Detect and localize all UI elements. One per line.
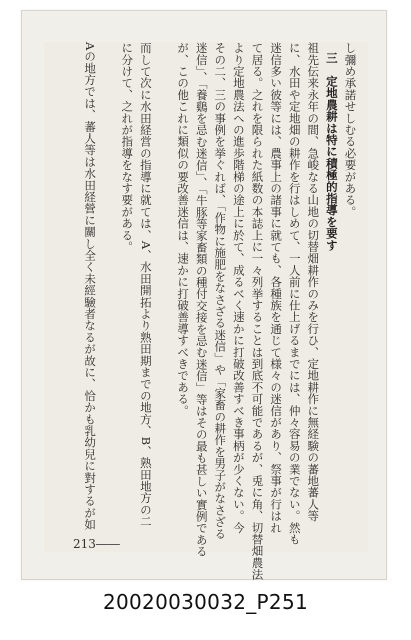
text-line: て居る。之れを限られた紙数の本誌上に一々列挙することは到底不可能であるが、兎に角、切替畑農法 (250, 42, 265, 581)
text-line: が、この他これに類似の要改善迷信は、速かに打破善導すべきである。 (176, 42, 191, 417)
image-caption: 20020030032_P251 (102, 590, 308, 614)
text-line: その二、三の事例を挙ぐれば、「作物に施肥をなさざる迷信」や「家畜の耕作を男子がなさざる (213, 42, 228, 540)
text-line: 迷信多い彼等には、農事上の諸事に就ても、各種族を通じて様々の迷信があり、祭事が行はれ (269, 42, 284, 534)
text-line: 而して次に水田経営の指導に就ては、A、水田開拓より熟田期までの地方、B、熟田地方の二 (138, 42, 153, 528)
text-line: に分けて、之れが指導をなす要がある。 (120, 42, 135, 253)
text-line: 祖先伝来永年の間、急峻なる山地の切替畑耕作のみを行ひ、定地耕作に無経験の蕃地蕃人等 (306, 42, 321, 522)
text-line: 迷信」、「養鷄を忌む迷信」、「牛豚等家畜類の種付交接を忌む迷信」等はその最も甚しい實例である (194, 42, 209, 558)
text-line: より定地農法への進歩階梯の途上に於て、成るべく速かに打破改善すべき事柄が少くない。今 (231, 42, 246, 534)
page-number: 213―― (73, 537, 120, 551)
text-line: に、水田や定地畑の耕作を行はしめて、一人前に仕上げるまでには、仲々容易の業でない。然も (287, 42, 302, 546)
document-page (44, 42, 368, 581)
text-line: Aの地方では、蕃人等は水田経營に關し全く未經驗者なるが故に、恰かも乳幼兒に對するが如 (83, 42, 98, 531)
text-line: し彌め承諾せしむる必要がある。 (343, 42, 358, 218)
section-heading: 三 定地農耕は特に積極的指導を要す (324, 52, 339, 251)
